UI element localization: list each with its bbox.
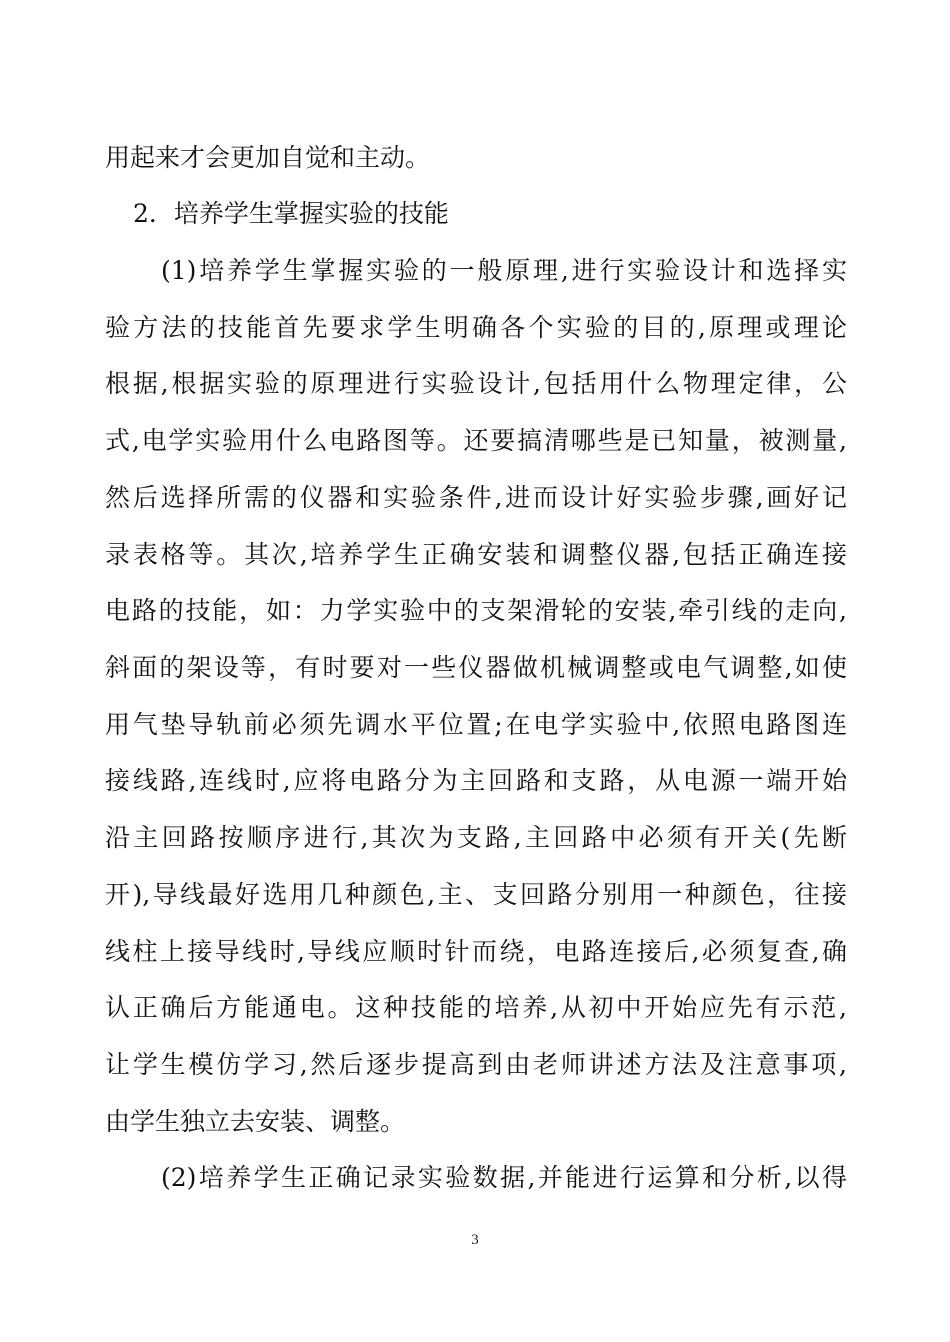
text-line: 认正确后方能通电。这种技能的培养,从初中开始应先有示范, bbox=[105, 993, 847, 1022]
text-line: 沿主回路按顺序进行,其次为支路,主回路中必须有开关(先断 bbox=[105, 823, 847, 852]
text-line: 录表格等。其次,培养学生正确安装和调整仪器,包括正确连接 bbox=[105, 540, 847, 569]
text-line: 根据,根据实验的原理进行实验设计,包括用什么物理定律，公 bbox=[105, 369, 847, 398]
text-line: 开),导线最好选用几种颜色,主、支回路分别用一种颜色，往接 bbox=[105, 880, 847, 909]
paragraph-first-line: (2)培养学生正确记录实验数据,并能进行运算和分析,以得 bbox=[161, 1163, 847, 1192]
section-heading: 2．培养学生掌握实验的技能 bbox=[133, 199, 449, 228]
text-line: 电路的技能，如：力学实验中的支架滑轮的安装,牵引线的走向, bbox=[105, 596, 847, 625]
text-line: 用气垫导轨前必须先调水平位置;在电学实验中,依照电路图连 bbox=[105, 710, 847, 739]
text-line: 接线路,连线时,应将电路分为主回路和支路，从电源一端开始 bbox=[105, 766, 847, 795]
text-line: 验方法的技能首先要求学生明确各个实验的目的,原理或理论 bbox=[105, 313, 847, 342]
text-line: 式,电学实验用什么电路图等。还要搞清哪些是已知量，被测量, bbox=[105, 426, 847, 455]
text-line: 让学生模仿学习,然后逐步提高到由老师讲述方法及注意事项, bbox=[105, 1050, 847, 1079]
text-line: 用起来才会更加自觉和主动。 bbox=[105, 143, 431, 172]
text-line: 由学生独立去安装、调整。 bbox=[105, 1107, 406, 1136]
text-line: 线柱上接导线时,导线应顺时针而绕，电路连接后,必须复查,确 bbox=[105, 937, 847, 966]
page-number: 3 bbox=[471, 1232, 479, 1248]
paragraph-first-line: (1)培养学生掌握实验的一般原理,进行实验设计和选择实 bbox=[161, 256, 847, 285]
text-line: 斜面的架设等，有时要对一些仪器做机械调整或电气调整,如使 bbox=[105, 653, 847, 682]
text-line: 然后选择所需的仪器和实验条件,进而设计好实验步骤,画好记 bbox=[105, 483, 847, 512]
